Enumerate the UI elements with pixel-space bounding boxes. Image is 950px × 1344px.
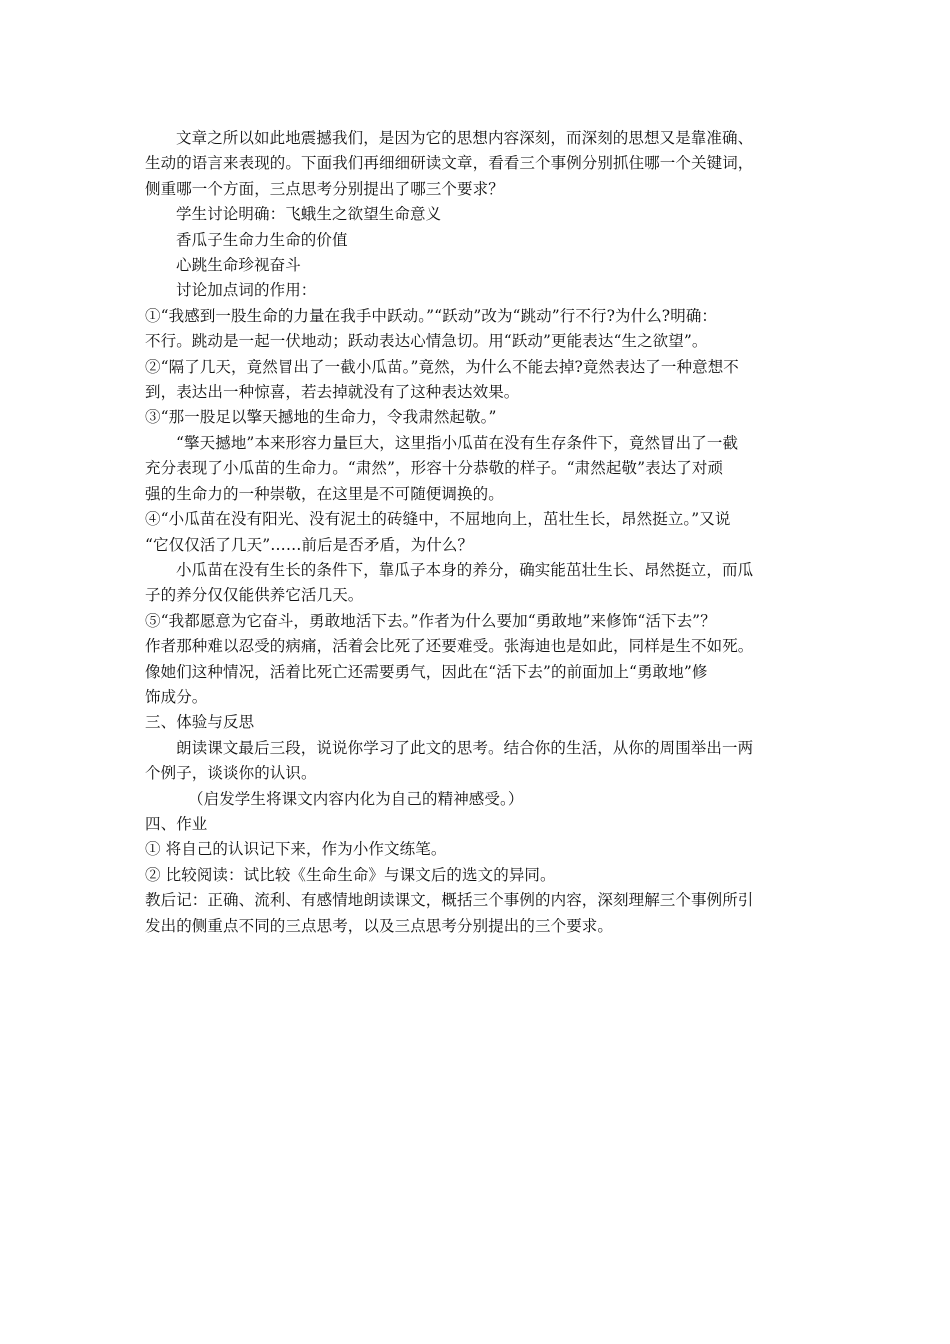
text-line: 到，表达出一种惊喜，若去掉就没有了这种表达效果。	[145, 383, 520, 402]
text-line: 讨论加点词的作用：	[176, 281, 317, 300]
text-line: 侧重哪一个方面，三点思考分别提出了哪三个要求？	[145, 179, 504, 198]
text-line: 个例子，谈谈你的认识。	[145, 764, 317, 783]
text-line: 文章之所以如此地震撼我们，是因为它的思想内容深刻，而深刻的思想又是靠准确、	[176, 129, 754, 147]
text-line: “擎天撼地”本来形容力量巨大，这里指小瓜苗在没有生存条件下，竟然冒出了一截	[176, 433, 739, 452]
text-line: 生动的语言来表现的。下面我们再细细研读文章，看看三个事例分别抓住哪一个关键词，	[145, 154, 754, 173]
text-line: ② 比较阅读：试比较《生命生命》与课文后的选文的异同。	[145, 865, 556, 884]
text-line: ①“我感到一股生命的力量在我手中跃动。”“跃动”改为“跳动”行不行?为什么?明确：	[145, 306, 718, 325]
text-line: 饰成分。	[145, 687, 208, 706]
text-line: 强的生命力的一种崇敬，在这里是不可随便调换的。	[145, 484, 504, 503]
text-line: 三、体验与反思	[145, 713, 255, 732]
text-line: ④“小瓜苗在没有阳光、没有泥土的砖缝中，不屈地向上，茁壮生长，昂然挺立。”又说	[145, 510, 731, 529]
text-line: “它仅仅活了几天”……前后是否矛盾，为什么？	[145, 535, 474, 554]
text-line: 学生讨论明确：飞蛾生之欲望生命意义	[176, 205, 442, 224]
text-line: 心跳生命珍视奋斗	[176, 256, 301, 275]
text-line: 发出的侧重点不同的三点思考，以及三点思考分别提出的三个要求。	[145, 916, 614, 935]
text-line: ③“那一股足以擎天撼地的生命力，令我肃然起敬。”	[145, 408, 497, 427]
text-line: 四、作业	[145, 814, 208, 833]
text-line: （启发学生将课文内容内化为自己的精神感受。）	[188, 789, 524, 808]
text-line: 朗读课文最后三段，说说你学习了此文的思考。结合你的生活，从你的周围举出一两	[176, 738, 754, 757]
text-line: 小瓜苗在没有生长的条件下，靠瓜子本身的养分，确实能茁壮生长、昂然挺立，而瓜	[176, 560, 754, 579]
text-line: 不行。跳动是一起一伏地动；跃动表达心情急切。用“跃动”更能表达“生之欲望”。	[145, 332, 708, 351]
text-line: 像她们这种情况，活着比死亡还需要勇气，因此在“活下去”的前面加上“勇敢地”修	[145, 662, 708, 681]
document-body	[145, 126, 810, 939]
text-line: ②“隔了几天，竟然冒出了一截小瓜苗。”竟然，为什么不能去掉?竟然表达了一种意想不	[145, 357, 739, 376]
text-line: 教后记：正确、流利、有感情地朗读课文，概括三个事例的内容，深刻理解三个事例所引	[145, 891, 754, 910]
text-line: 作者那种难以忍受的病痛，活着会比死了还要难受。张海迪也是如此，同样是生不如死。	[145, 637, 754, 656]
text-line: 子的养分仅仅能供养它活几天。	[145, 586, 364, 605]
text-line: ① 将自己的认识记下来，作为小作文练笔。	[145, 840, 447, 859]
text-line: 充分表现了小瓜苗的生命力。“肃然”，形容十分恭敬的样子。“肃然起敬”表达了对顽	[145, 459, 724, 478]
text-line: 香瓜子生命力生命的价值	[176, 230, 348, 249]
text-line: ⑤“我都愿意为它奋斗，勇敢地活下去。”作者为什么要加“勇敢地”来修饰“活下去”？	[145, 611, 716, 630]
